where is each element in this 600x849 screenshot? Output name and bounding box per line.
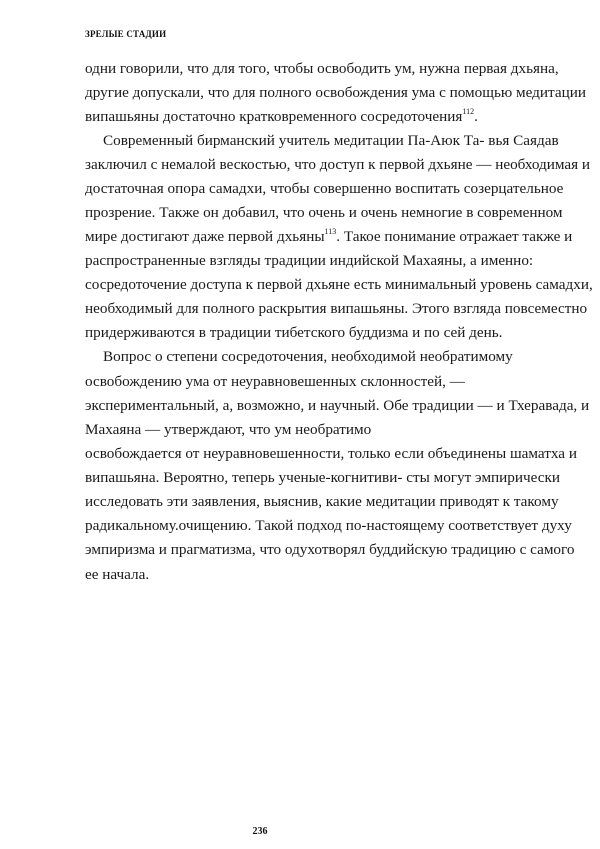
text-line: заключил с немалой вескостью, что доступ к первой дхьяне — необходимая и	[85, 156, 591, 173]
text-line: распространенные взгляды традиции индийской Махаяны, а именно:	[85, 252, 534, 269]
footnote-ref-112[interactable]: 112	[462, 107, 475, 116]
text-line: освобождению ума от неуравновешенных склонностей, —	[85, 373, 465, 390]
text-line: достаточная опора самадхи, чтобы совершенно воспитать созерцательное	[85, 180, 564, 197]
text-line: придерживаются в традиции тибетского буддизма и по сей день.	[85, 324, 503, 341]
text-line: освобождается от неуравновешенности, только если объединены шаматха и	[85, 445, 577, 462]
text-line: исследовать эти заявления, выяснив, какие медитации приводят к такому	[85, 493, 559, 510]
text-line: ее начала.	[85, 566, 150, 583]
text-segment: . Такое понимание отражает также и	[336, 228, 573, 245]
text-line: Вопрос о степени сосредоточения, необходимой необратимому	[103, 348, 513, 365]
text-line: радикальному.очищению. Такой подход по-настоящему соответствует духу	[85, 517, 572, 534]
text-line	[85, 108, 478, 126]
text-line: сосредоточение доступа к первой дхьяне есть минимальный уровень самадхи,	[85, 276, 593, 293]
text-segment: мире достигают даже первой дхьяны	[85, 228, 325, 245]
text-line: прозрение. Также он добавил, что очень и очень немногие в современном	[85, 204, 563, 221]
text-line: одни говорили, что для того, чтобы освободить ум, нужна первая дхьяна,	[85, 60, 559, 77]
text-line: Махаяна — утверждают, что ум необратимо	[85, 421, 372, 438]
text-line: випашьяна. Вероятно, теперь ученые-когнитиви- сты могут эмпирически	[85, 469, 561, 486]
text-line: другие допускали, что для полного освобождения ума с помощью медитации	[85, 84, 586, 101]
running-head: ЗРЕЛЫЕ СТАДИИ	[85, 29, 167, 39]
text-segment: випашьяны достаточно кратковременного сосредоточения	[85, 108, 463, 125]
text-line: экспериментальный, а, возможно, и научный. Обе традиции — и Тхеравада, и	[85, 397, 590, 414]
text-line: Современный бирманский учитель медитации Па-Аюк Та- вья Саядав	[103, 132, 559, 149]
text-line: эмпиризма и прагматизма, что одухотворял буддийскую традицию с самого	[85, 541, 575, 558]
text-line: необходимый для полного раскрытия випашьяны. Этого взгляда повсеместно	[85, 300, 588, 317]
footnote-ref-113[interactable]: 113	[324, 227, 337, 236]
page-number: 236	[252, 826, 268, 837]
text-segment: .	[474, 108, 478, 125]
text-line	[85, 228, 572, 246]
